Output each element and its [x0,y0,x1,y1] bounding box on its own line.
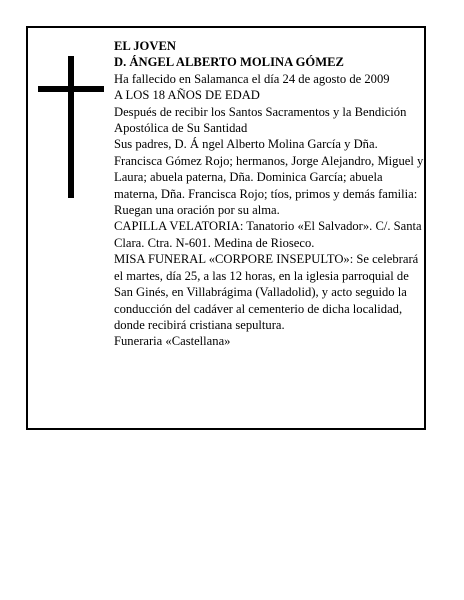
sacraments-statement: Después de recibir los Santos Sacramentos y la Bendición Apostólica de Su Santidad [114,104,407,136]
age-statement: A LOS 18 AÑOS DE EDAD [114,88,260,103]
obituary-notice [26,26,426,430]
chapel-info: CAPILLA VELATORIA: Tanatorio «El Salvador». C/. Santa Clara. Ctra. N-601. Medina de Rioseco. [114,219,422,250]
prayer-request: Ruegan una oración por su alma. [114,203,280,218]
heading-title: EL JOVEN [114,39,176,53]
cross-vertical-bar [68,56,74,198]
obituary-text [114,38,424,350]
funeral-home: Funeraria «Castellana» [114,334,231,349]
cross-horizontal-bar [38,86,104,92]
death-statement: Ha fallecido en Salamanca el día 24 de agosto de 2009 [114,71,390,86]
funeral-mass-info: MISA FUNERAL «CORPORE INSEPULTO»: Se celebrará el martes, día 25, a las 12 horas, en la iglesia parroquial de San Ginés, en Villabrágima (Valladolid), y acto seguido la conducción del cadáver al cementerio de dicha localidad, donde recibirá cristiana sepultura. [114,252,419,332]
family-statement: Sus padres, D. Á ngel Alberto Molina García y Dña. Francisca Gómez Rojo; hermanos, Jorge Alejandro, Miguel y Laura; abuela paterna, Dña. Dominica García; abuela materna, Dña. Francisca Rojo; tíos, primos y demás familia: [114,137,424,201]
deceased-name: D. ÁNGEL ALBERTO MOLINA GÓMEZ [114,55,344,70]
